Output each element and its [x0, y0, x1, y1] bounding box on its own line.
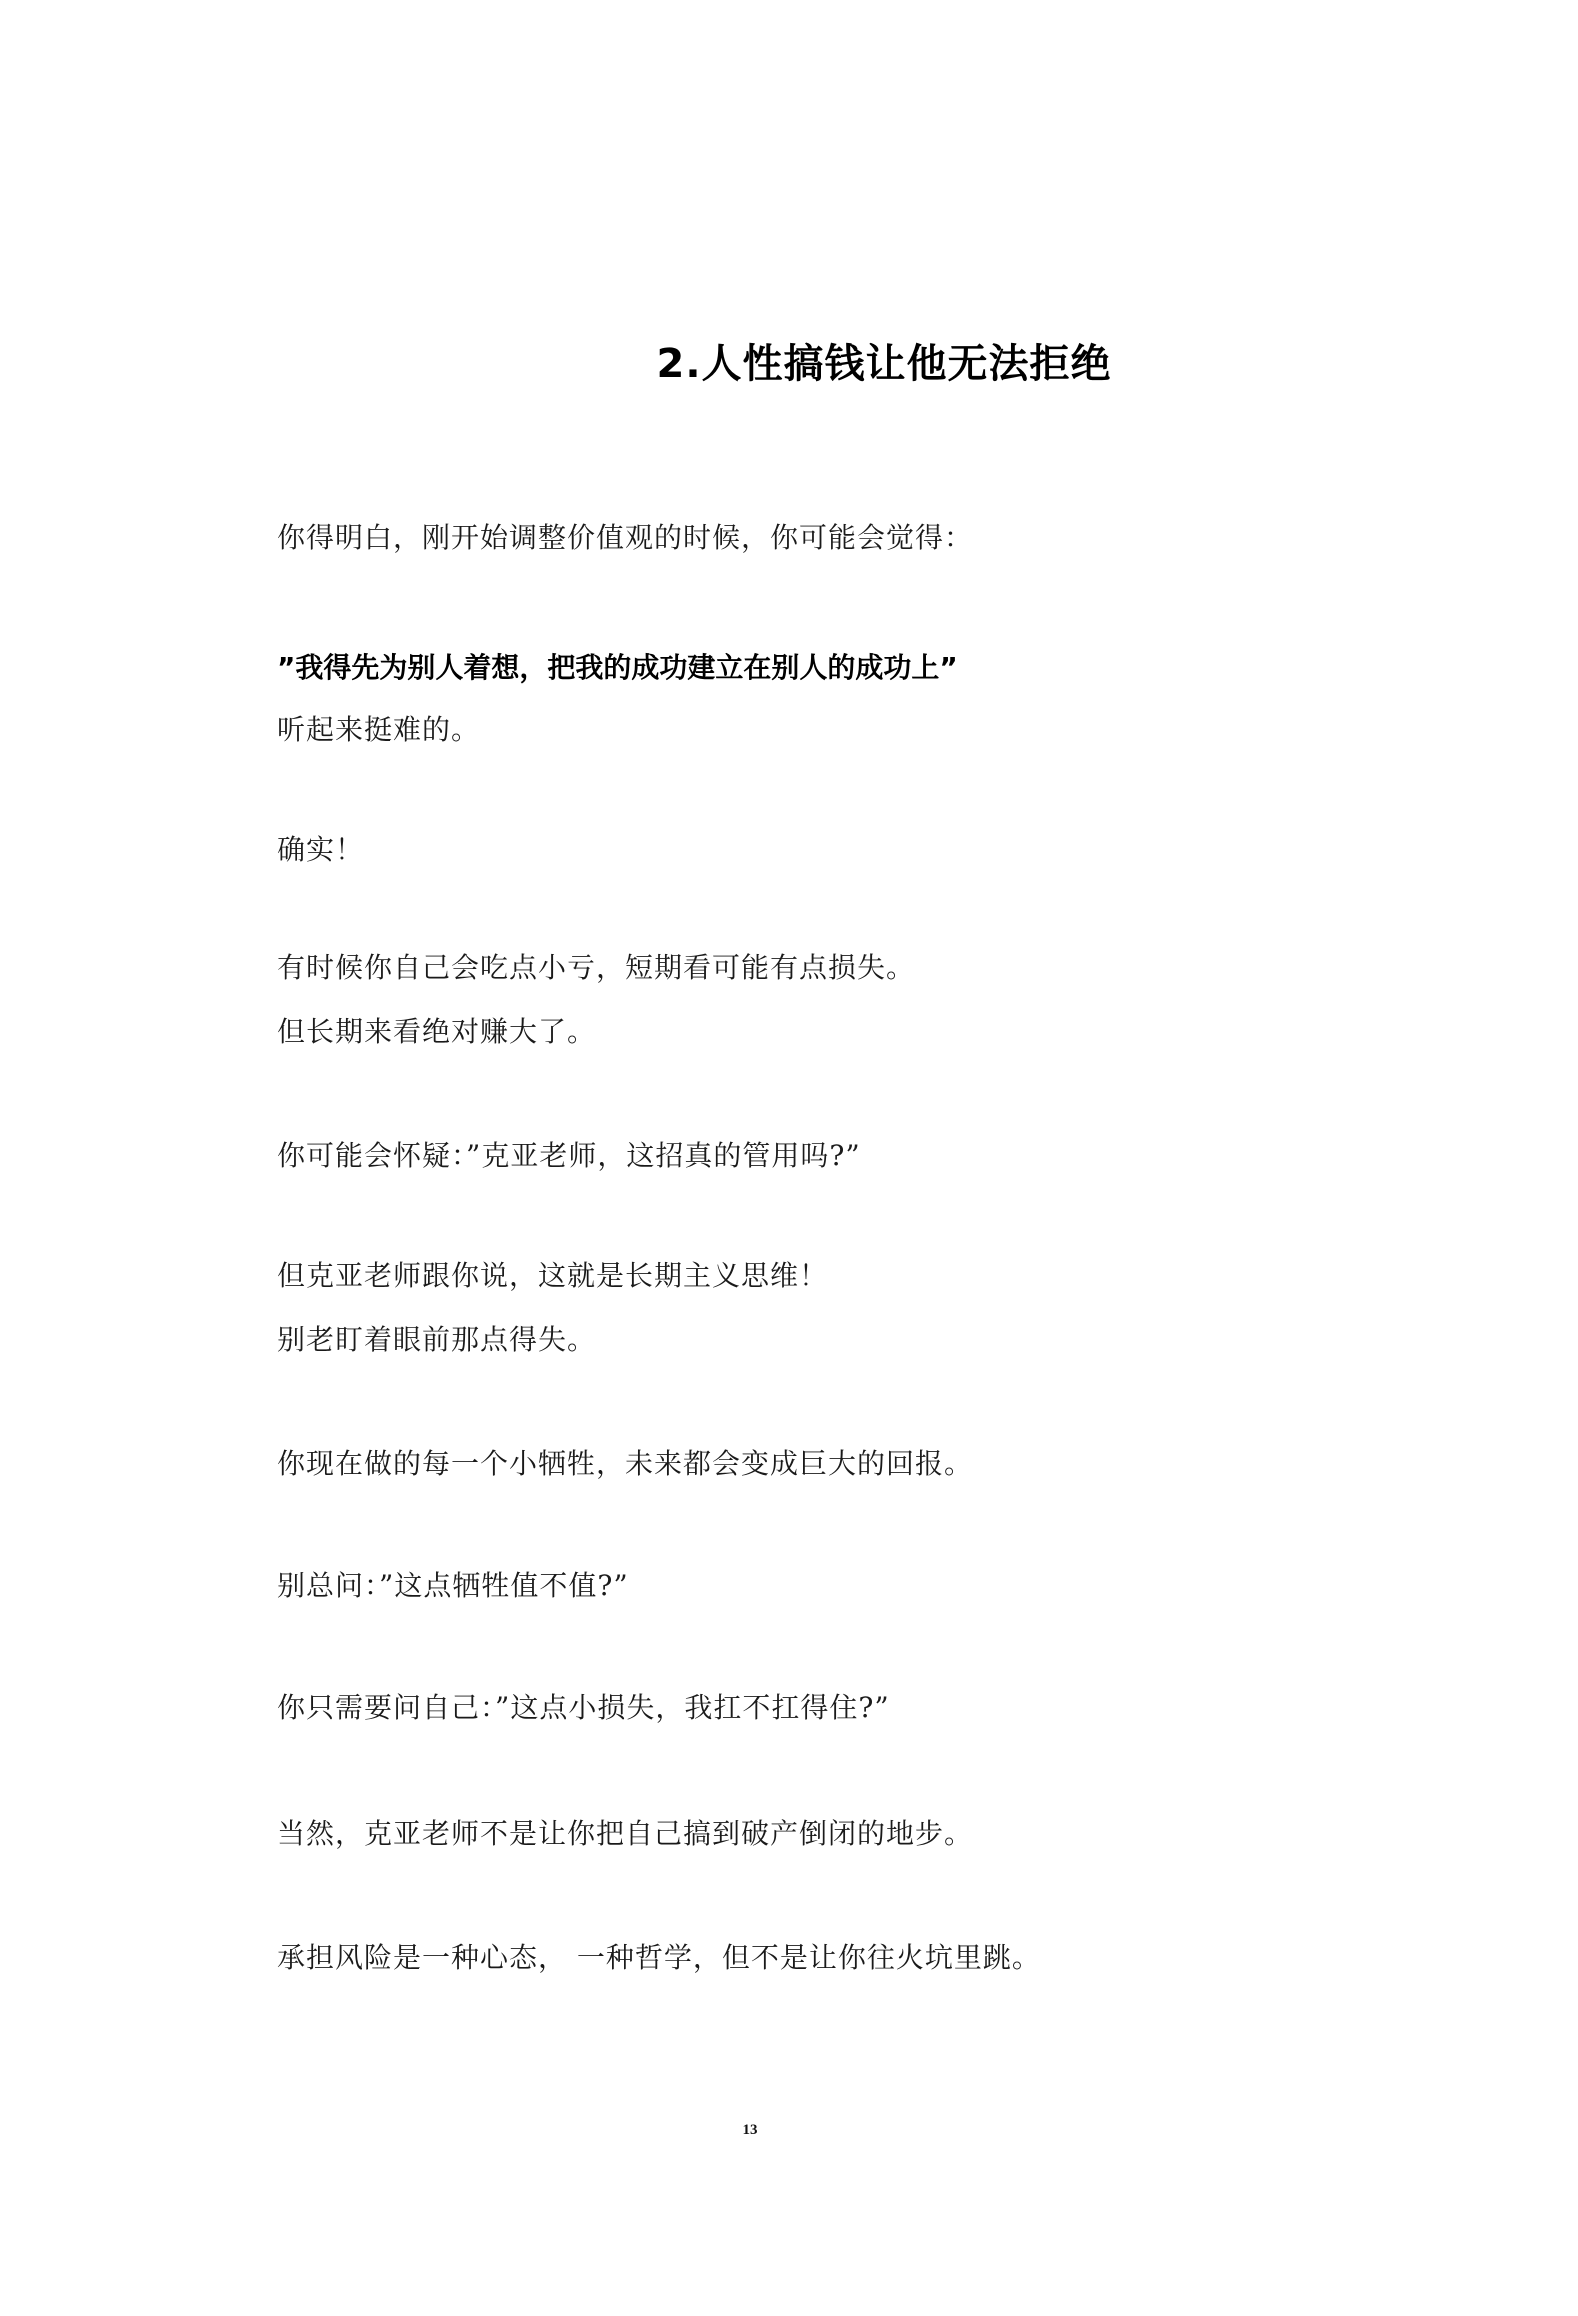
paragraph-line: 你可能会怀疑：”克亚老师，这招真的管用吗?”	[277, 1139, 861, 1172]
bold-quote-line: ”我得先为别人着想，把我的成功建立在别人的成功上”	[277, 651, 958, 684]
paragraph-line: 别总问：”这点牺牲值不值?”	[277, 1569, 629, 1602]
section-title: 2.人性搞钱让他无法拒绝	[656, 341, 1112, 387]
paragraph-line: 你得明白，刚开始调整价值观的时候，你可能会觉得：	[277, 521, 974, 554]
paragraph-line: 别老盯着眼前那点得失。	[277, 1323, 597, 1356]
paragraph-line: 但长期来看绝对赚大了。	[277, 1015, 597, 1048]
paragraph-line: 承担风险是一种心态， 一种哲学，但不是让你往火坑里跳。	[277, 1941, 1041, 1974]
paragraph-line: 你只需要问自己：”这点小损失，我扛不扛得住?”	[277, 1691, 890, 1724]
paragraph-line: 听起来挺难的。	[277, 713, 481, 746]
paragraph-line: 当然，克亚老师不是让你把自己搞到破产倒闭的地步。	[277, 1817, 974, 1850]
paragraph-line: 确实！	[277, 833, 365, 866]
paragraph-line: 你现在做的每一个小牺牲，未来都会变成巨大的回报。	[277, 1447, 974, 1480]
paragraph-line: 有时候你自己会吃点小亏，短期看可能有点损失。	[277, 951, 916, 984]
page-number: 13	[742, 2122, 758, 2138]
paragraph-line: 但克亚老师跟你说，这就是长期主义思维！	[277, 1259, 829, 1292]
